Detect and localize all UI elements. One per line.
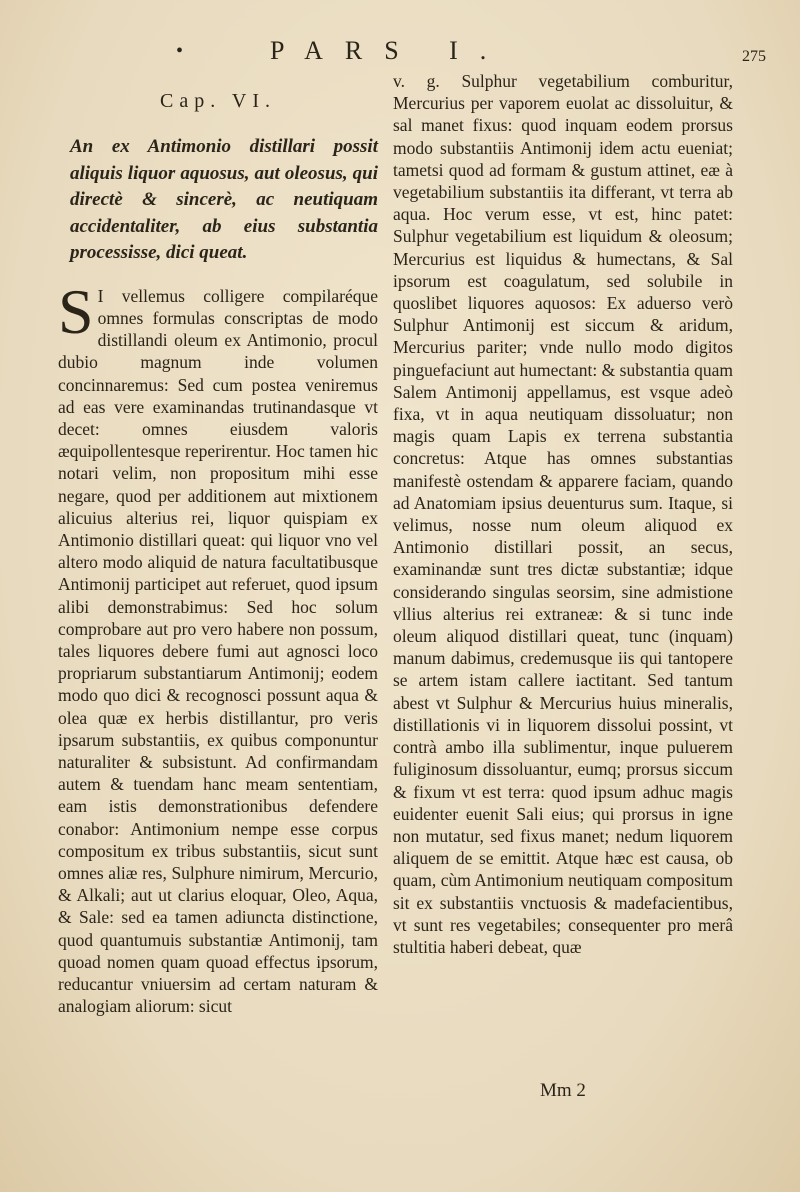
running-title: PARS I.: [270, 36, 509, 65]
right-column: [393, 70, 733, 958]
chapter-heading: Cap. VI.: [160, 90, 276, 112]
signature-mark: Mm 2: [540, 1080, 586, 1101]
left-column: [58, 80, 378, 1017]
header-ornament: •: [176, 40, 184, 62]
page-number: 275: [742, 48, 766, 65]
left-body-text: [58, 275, 378, 1018]
left-body-content: I vellemus colligere compilaréque omnes formulas conscriptas de modo distillandi oleum ex Antimonio, procul dubio magnum inde volumen concinnaremus: Sed cum postea veniremus ad eas vere examinandas trutinandasque vt decet: omnes eiusdem valoris æquipollentesque reperirentur. Hoc tamen hic notari velim, non propositum mihi esse negare, quod per additionem aut mixtionem alicuius alterius rei, liquor quispiam ex Antimonio distillari queat: qui liquor vno vel altero modo aliquid de natura facultatibusque Antimonij participet aut referuet, quod ipsum alibi demonstrabimus: Sed hoc solum comprobare aut pro vero habere non possum, tales liquores debere fumi aut agnosci loco propriarum substantiarum Antimonij; eodem modo quo dici & recognosci possunt aqua & olea quæ ex herbis distillantur, pro veris ipsarum substantiis, ex quibus componuntur naturaliter & subsistunt. Ad confirmandam autem & tuendam hanc meam sententiam, eam istis demonstrationibus defendere conabor: Antimonium nempe esse corpus compositum ex tribus substantiis, sicut sunt omnes aliæ res, Sulphure nimirum, Mercurio, & Alkali; aut ut clarius eloquar, Oleo, Aqua, & Sale: sed ea tamen adiuncta distinctione, quod quantumuis substantiæ Antimonij, tam quoad nomen quam quoad effectus ipsorum, reducantur vniuersim ad certam naturam & analogiam aliorum: sicut: [58, 285, 378, 1017]
right-body-text: v. g. Sulphur vegetabilium comburitur, Mercurius per vaporem euolat ac dissoluitur, & sal manet fixus: quod inquam eodem prorsus modo substantiis Antimonij idem actu eueniat; tametsi quod ad formam & gustum attinet, eæ à vegetabilium substantiis ita differant, vt terra ab aqua. Hoc verum esse, vt est, hinc patet: Sulphur vegetabilium est liquidum & oleosum; Mercurius est liquidus & humectans, & Sal ipsorum est coagulatum, sed solubile in quoslibet liquores aquosos: Ex aduerso verò Sulphur Antimonij est siccum & aridum, Mercurius pariter; vnde nullo modo digitos pinguefaciunt aut humectant: & substantia quam Salem Antimonij appellamus, est vsque adeò fixa, vt in aqua neutiquam dissoluatur; non magis quam Lapis ex terrena substantia concretus: Atque has omnes substantias manifestè ostendam & apparere faciam, quando ad Anatomiam ipsius deuenturus sum. Itaque, si velimus, nosse num oleum aliquod ex Antimonio distillari possit, an secus, examinandæ sunt tres dictæ substantiæ; idque considerando singulas seorsim, sine admistione vllius alterius rei extraneæ: & si tunc inde oleum aliquod distillari queat, tunc (inquam) manum dabimus, credemusque iis qui tantopere se artem istam callere iactitant. Sed tantum abest vt Sulphur & Mercurius huius mineralis, distillationis vi in liquorem dissolui possint, vt contrà ambo illa sublimentur, inque puluerem fuliginosum dissoluantur, eumq; prorsus siccum & fixum vt est terra: quod ipsum adhuc magis euidenter euenit Sali eius; qui prorsus in igne non mutatur, sed fixus manet; nedum liquorem aliquem de se emittit. Atque hæc est causa, ob quam, cùm Antimonium neutiquam compositum sit ex substantiis vnctuosis & madefacientibus, vt sunt res vegetabiles; consequenter pro merâ stultitia haberi debeat, quæ: [393, 71, 733, 957]
chapter-question: An ex Antimonio distillari possit aliquis liquor aquosus, aut oleosus, qui directè & sincerè, ac neutiquam accidentaliter, ab eius substantia processisse, dici queat.: [70, 136, 378, 264]
drop-cap: S: [58, 275, 94, 347]
